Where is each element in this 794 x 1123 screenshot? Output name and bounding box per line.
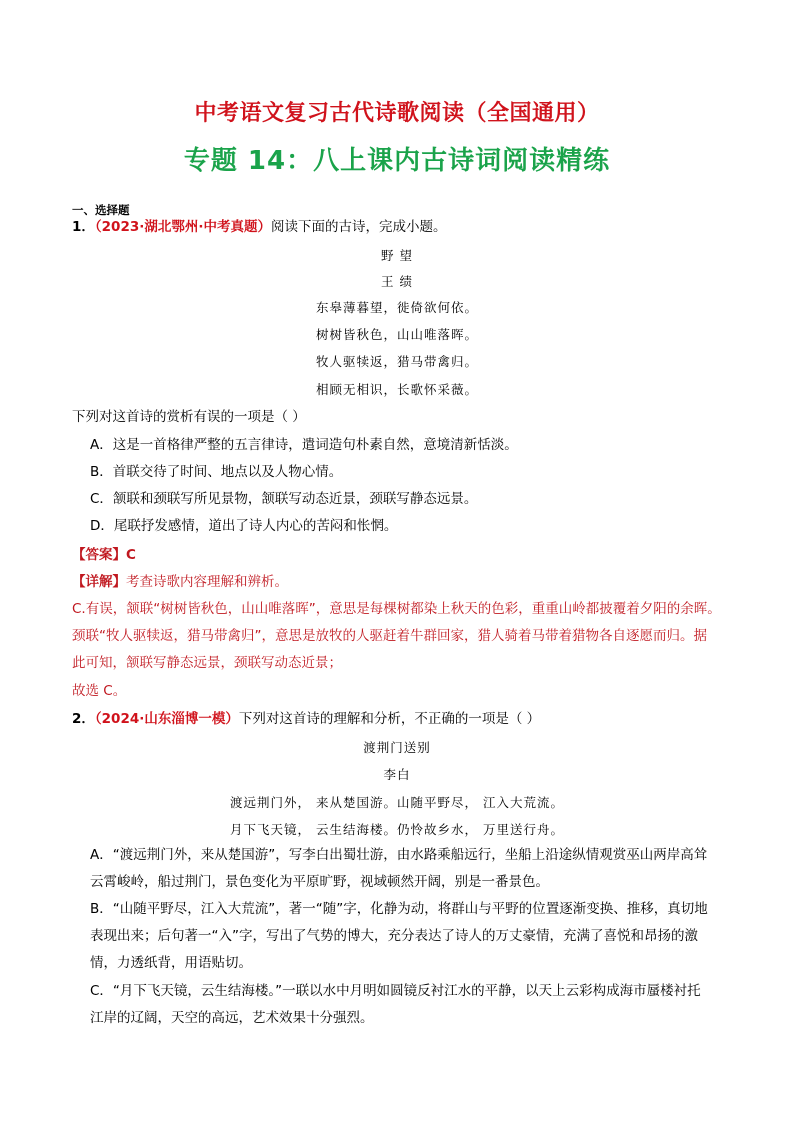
q1-answer	[72, 546, 752, 564]
q1-poem-line: 牧人驱犊返，猎马带禽归。	[315, 354, 478, 369]
detail-text: 考查诗歌内容理解和辨析。	[126, 574, 288, 590]
q2-stem	[72, 710, 752, 728]
q1-option-c: C．颔联和颈联写所见景物，颔联写动态近景，颈联写静态远景。	[90, 491, 478, 507]
q2-option-c: C．“月下飞天镜，云生结海楼。”一联以水中月明如圆镜反衬江水的平静，以天上云彩构成海市蜃楼衬托	[90, 983, 701, 999]
q2-poem-line: 月下飞天镜， 云生结海楼。仍怜故乡水， 万里送行舟。	[230, 822, 564, 837]
q1-source: （2023·湖北鄂州·中考真题）	[94, 219, 271, 235]
document-title: 中考语文复习古代诗歌阅读（全国通用）	[194, 101, 600, 126]
q1-analysis-line: 此可知，颔联写静态远景，颈联写动态近景；	[72, 655, 342, 671]
q1-prompt: 阅读下面的古诗，完成小题。	[271, 219, 447, 235]
q1-analysis-line: 颈联“牧人驱犊返，猎马带禽归”，意思是放牧的人驱赶着牛群回家，猎人骑着马带着猎物各自逐愿而归。据	[72, 628, 707, 644]
q1-poem-line: 相顾无相识，长歌怀采薇。	[315, 382, 478, 397]
q2-option-b: B．“山随平野尽，江入大荒流”，著一“随”字，化静为动，将群山与平野的位置逐渐变换、推移，真切地	[90, 901, 708, 917]
q1-question: 下列对这首诗的赏析有误的一项是（ ）	[72, 409, 306, 425]
q2-option-b-cont: 表现出来；后句著一“入”字，写出了气势的博大，充分表达了诗人的万丈豪情，充满了喜悦和昂扬的激	[90, 928, 698, 944]
document-subtitle: 专题 14：八上课内古诗词阅读精练	[183, 146, 611, 176]
q1-option-a: A．这是一首格律严整的五言律诗，遣词造句朴素自然，意境清新恬淡。	[90, 437, 518, 453]
detail-tag: 【详解】	[72, 574, 126, 590]
q2-poem-author: 李白	[383, 767, 411, 782]
q1-poem-line: 树树皆秋色，山山唯落晖。	[315, 327, 478, 342]
q2-prompt: 下列对这首诗的理解和分析，不正确的一项是（ ）	[238, 711, 541, 727]
q1-poem-title: 野 望	[381, 248, 413, 263]
q2-option-a: A．“渡远荆门外，来从楚国游”，写李白出蜀壮游，由水路乘船远行，坐船上沿途纵情观赏巫山两岸高耸	[90, 847, 708, 863]
q2-poem-title: 渡荆门送别	[363, 740, 431, 755]
q2-poem-line: 渡远荆门外， 来从楚国游。山随平野尽， 江入大荒流。	[230, 795, 564, 810]
q1-poem-line: 东皋薄暮望，徙倚欲何依。	[315, 300, 478, 315]
q1-stem	[72, 218, 752, 236]
q1-poem-author: 王 绩	[381, 274, 413, 289]
answer-value: C	[126, 547, 136, 563]
q2-option-a-cont: 云霄峻岭，船过荆门，景色变化为平原旷野，视域顿然开阔，别是一番景色。	[90, 874, 549, 890]
q2-source: （2024·山东淄博一模）	[94, 711, 239, 727]
section-heading: 一、选择题	[72, 203, 130, 217]
q1-analysis-line: 故选 C。	[72, 683, 127, 699]
q1-analysis-line: C.有误，颔联“树树皆秋色，山山唯落晖”，意思是每棵树都染上秋天的色彩，重重山岭都披覆着夕阳的余晖。	[72, 601, 721, 617]
q1-option-b: B．首联交待了时间、地点以及人物心情。	[90, 464, 343, 480]
q1-option-d: D．尾联抒发感情，道出了诗人内心的苦闷和怅惘。	[90, 518, 398, 534]
q2-number: 2．	[72, 711, 95, 727]
q2-option-c-cont: 江岸的辽阔，天空的高远，艺术效果十分强烈。	[90, 1010, 374, 1026]
q2-option-b-cont: 情，力透纸背，用语贴切。	[90, 955, 252, 971]
q1-detail	[72, 573, 752, 591]
answer-tag: 【答案】	[72, 547, 126, 563]
q1-number: 1．	[72, 219, 95, 235]
